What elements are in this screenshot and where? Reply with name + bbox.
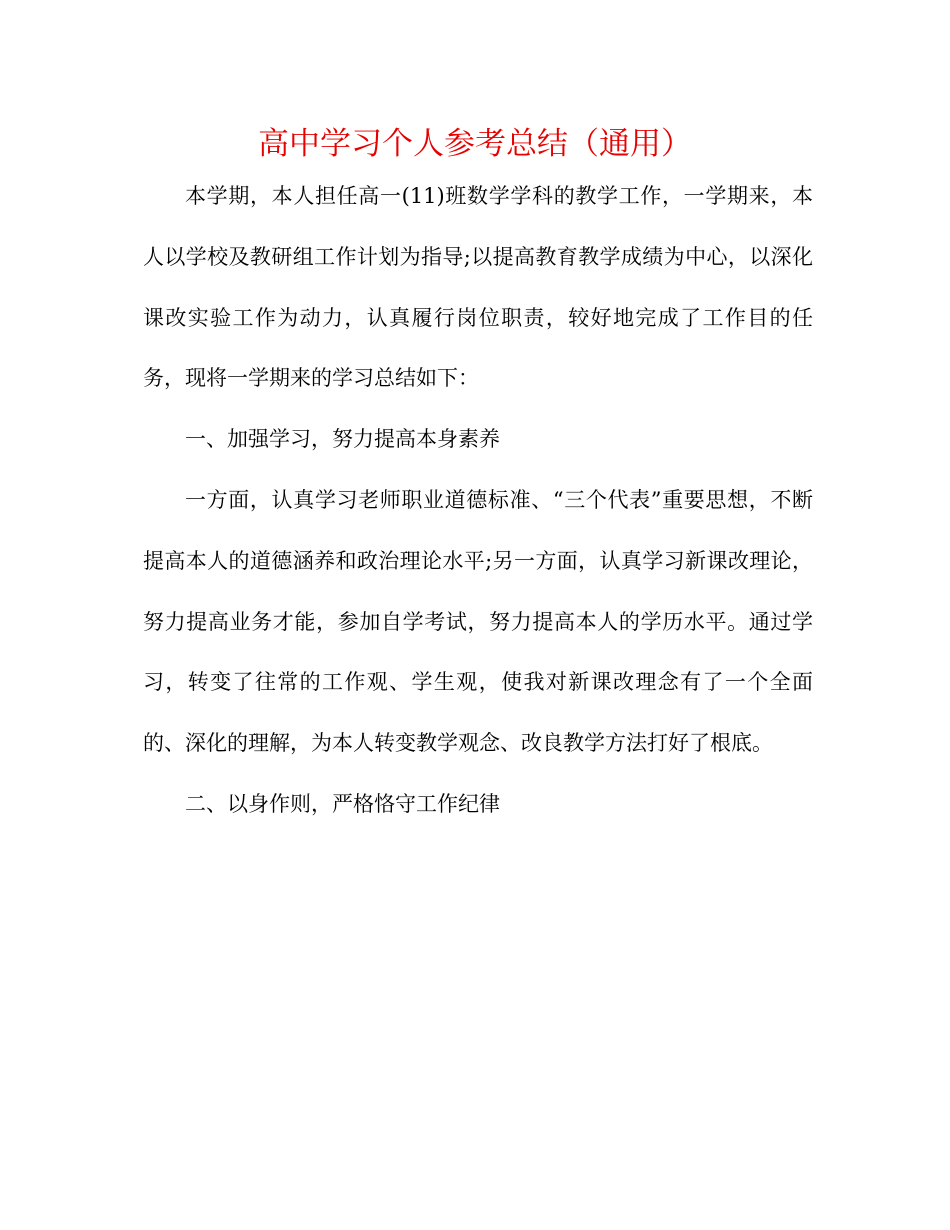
section-heading-2: 二、以身作则，严格恪守工作纪律	[185, 791, 500, 816]
paragraph-intro: 本学期，本人担任高一(11)班数学学科的教学工作，一学期来，本人以学校及教研组工作计划为指导;以提高教育教学成绩为中心，以深化课改实验工作为动力，认真履行岗位职责，较好地完成了工作目的任务，现将一学期来的学习总结如下：	[143, 184, 813, 391]
document-body	[143, 166, 813, 835]
document-title: 高中学习个人参考总结（通用）	[258, 126, 692, 162]
paragraph-study: 一方面，认真学习老师职业道德标准、“三个代表”重要思想，不断提高本人的道德涵养和政治理论水平;另一方面，认真学习新课改理论，努力提高业务才能，参加自学考试，努力提高本人的学历水平。通过学习，转变了往常的工作观、学生观，使我对新课改理念有了一个全面的、深化的理解，为本人转变教学观念、改良教学方法打好了根底。	[143, 487, 813, 756]
section-heading-1: 一、加强学习，努力提高本身素养	[185, 427, 500, 452]
